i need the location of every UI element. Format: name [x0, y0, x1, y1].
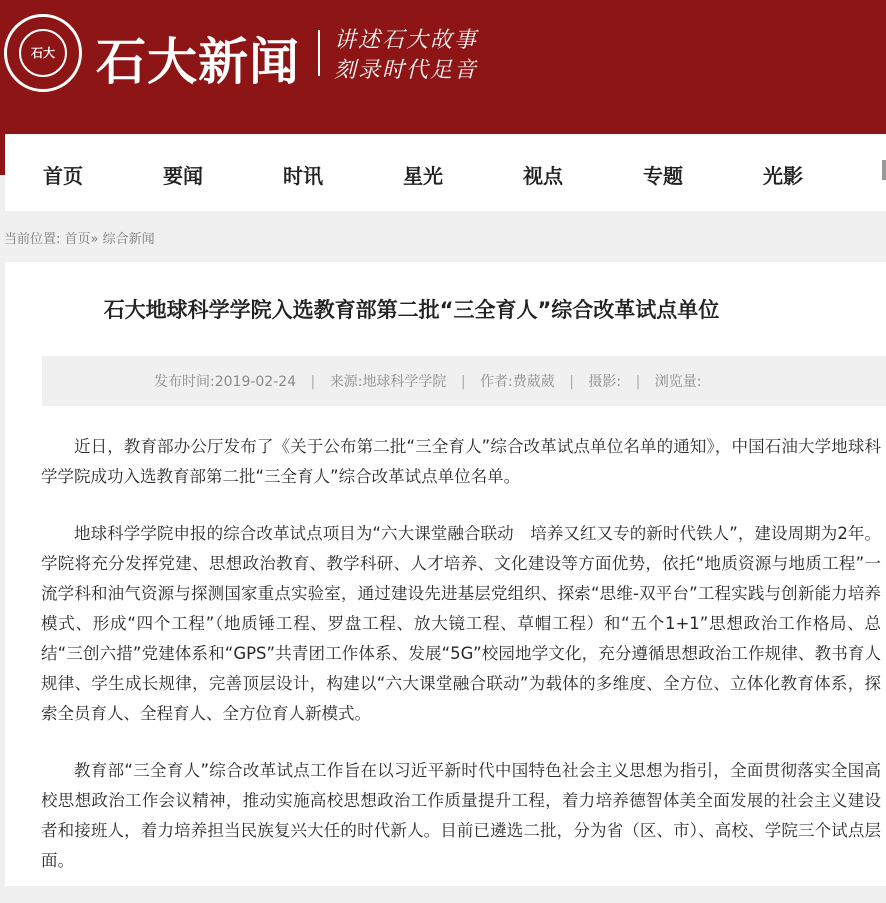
nav-item-news[interactable]: 时讯: [283, 164, 323, 188]
meta-separator: |: [569, 374, 574, 390]
breadcrumb: [4, 228, 155, 247]
nav-item-viewpoint[interactable]: 视点: [523, 164, 563, 188]
photo-label: 摄影:: [588, 374, 622, 390]
breadcrumb-home-link[interactable]: 首页: [64, 232, 91, 247]
slogan-line-1: 讲述石大故事: [334, 28, 479, 53]
article-body: [41, 432, 881, 903]
slogan: [334, 26, 478, 86]
nav-item-topics[interactable]: 专题: [643, 164, 683, 188]
breadcrumb-prefix: 当前位置:: [4, 232, 61, 247]
main-nav: [5, 134, 886, 211]
university-seal-logo[interactable]: [4, 14, 82, 92]
article-meta-bar: [42, 356, 886, 406]
meta-separator: |: [635, 374, 641, 390]
nav-item-photos[interactable]: 光影: [763, 164, 803, 188]
nav-next-item-partial[interactable]: [882, 160, 886, 180]
publish-label: 发布时间:: [154, 374, 215, 390]
breadcrumb-arrow: »: [90, 232, 99, 247]
article-paragraph-3: 教育部“三全育人”综合改革试点工作旨在以习近平新时代中国特色社会主义思想为指引，全面贯彻落实全国高校思想政治工作会议精神，推动实施高校思想政治工作质量提升工程，着力培养德智体美全面发展的社会主义建设者和接班人，着力培养担当民族复兴大任的时代新人。目前已遴选二批，分为省（区、市）、高校、学院三个试点层面。: [41, 761, 881, 870]
brand-title[interactable]: 石大新闻: [96, 33, 300, 91]
breadcrumb-current-link[interactable]: 综合新闻: [102, 232, 155, 247]
source-label: 来源:: [329, 374, 363, 390]
nav-item-home[interactable]: 首页: [43, 164, 83, 188]
source-value: 地球科学学院: [362, 374, 447, 390]
author-value: 费葳葳: [512, 374, 555, 390]
article-title: 石大地球科学学院入选教育部第二批“三全育人”综合改革试点单位: [103, 298, 720, 322]
article-meta-line: [154, 371, 701, 391]
article-paragraph-1: 近日，教育部办公厅发布了《关于公布第二批“三全育人”综合改革试点单位名单的通知》，中国石油大学地球科学学院成功入选教育部第二批“三全育人”综合改革试点单位名单。: [41, 437, 881, 486]
nav-item-headlines[interactable]: 要闻: [163, 164, 203, 188]
slogan-line-2: 刻录时代足音: [334, 58, 479, 83]
seal-text: 石大: [30, 46, 55, 60]
brand-divider: [318, 30, 320, 76]
author-label: 作者:: [480, 374, 513, 390]
views-label: 浏览量:: [654, 374, 702, 390]
article-container: [5, 262, 886, 886]
meta-separator: |: [460, 374, 466, 390]
meta-separator: |: [310, 374, 316, 390]
article-paragraph-2: 地球科学学院申报的综合改革试点项目为“六大课堂融合联动 培养又红又专的新时代铁人”，建设周期为2年。学院将充分发挥党建、思想政治教育、教学科研、人才培养、文化建设等方面优势，依托“地质资源与地质工程”一流学科和油气资源与探测国家重点实验室，通过建设先进基层党组织、探索“思维-双平台”工程实践与创新能力培养模式、形成“四个工程”（地质锤工程、罗盘工程、放大镜工程、草帽工程）和“五个1+1”思想政治工作格局、总结“三创六措”党建体系和“GPS”共青团工作体系、发展“5G”校园地学文化，充分遵循思想政治工作规律、教书育人规律、学生成长规律，完善顶层设计，构建以“六大课堂融合联动”为载体的多维度、全方位、立体化教育体系，探索全员育人、全程育人、全方位育人新模式。: [41, 524, 881, 723]
nav-item-stars[interactable]: 星光: [403, 164, 443, 188]
publish-date: 2019-02-24: [214, 374, 297, 390]
